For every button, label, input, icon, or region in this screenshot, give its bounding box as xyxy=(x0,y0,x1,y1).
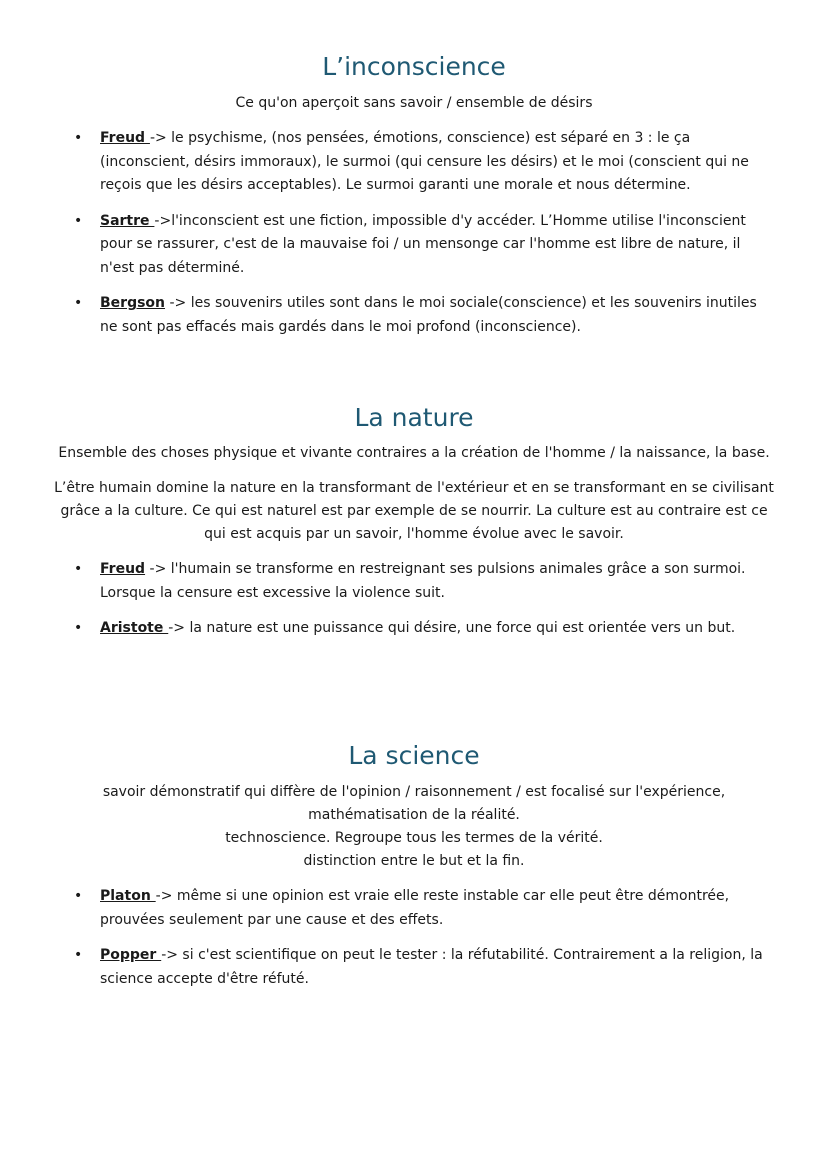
author-list xyxy=(0,127,828,339)
section-title: La science xyxy=(348,741,480,770)
item-text: -> le psychisme, (nos pensées, émotions, conscience) est séparé en 3 : le ça (inconscient, désirs immoraux), le surmoi (qui censure les désirs) et le moi (conscient qui ne reçois que les désirs acceptables). Le surmoi garanti une morale et nous détermine. xyxy=(100,130,749,193)
author-name: Freud xyxy=(100,561,146,577)
list-item xyxy=(0,617,828,641)
definition-line: savoir démonstratif qui diffère de l'opinion / raisonnement / est focalisé sur l'expérience, xyxy=(102,784,726,800)
item-text: -> même si une opinion est vraie elle reste instable car elle peut être démontrée, prouvées seulement par une cause et des effets. xyxy=(100,888,730,928)
section-inconscience xyxy=(0,52,828,351)
section-title: La nature xyxy=(354,403,474,432)
item-text: ->l'inconscient est une fiction, impossible d'y accéder. L’Homme utilise l'inconscient pour se rassurer, c'est de la mauvaise foi / un mensonge car l'homme est libre de nature, il n'est pas déterminé. xyxy=(100,212,746,276)
section-definition: Ensemble des choses physique et vivante contraires a la création de l'homme / la naissance, la base. xyxy=(58,445,770,461)
list-item xyxy=(0,558,828,605)
author-name: Bergson xyxy=(100,295,166,311)
definition-line: distinction entre le but et la fin. xyxy=(303,853,525,869)
author-list xyxy=(0,885,828,991)
list-item xyxy=(0,885,828,932)
definition-line: mathématisation de la réalité. xyxy=(308,807,520,823)
section-paragraph: L’être humain domine la nature en la transformant de l'extérieur et en se transformant en se civilisant grâce a la culture. Ce qui est naturel est par exemple de se nourrir. La culture est au contraire est ce qui est acquis par un savoir, l'homme évolue avec le savoir. xyxy=(54,480,774,542)
author-name: Platon xyxy=(100,888,156,904)
section-title: L’inconscience xyxy=(322,52,506,81)
item-text: -> l'humain se transforme en restreignant ses pulsions animales grâce a son surmoi. Lorsque la censure est excessive la violence suit. xyxy=(100,561,746,601)
list-item xyxy=(0,210,828,281)
section-nature xyxy=(0,403,828,653)
section-definition xyxy=(0,781,828,873)
author-name: Sartre xyxy=(100,212,155,229)
list-item xyxy=(0,292,828,339)
list-item xyxy=(0,127,828,198)
item-text: -> si c'est scientifique on peut le tester : la réfutabilité. Contrairement a la religion, la science accepte d'être réfuté. xyxy=(100,947,763,987)
author-list xyxy=(0,558,828,641)
item-text: -> la nature est une puissance qui désire, une force qui est orientée vers un but. xyxy=(168,620,736,636)
section-science xyxy=(0,741,828,1003)
definition-line: technoscience. Regroupe tous les termes de la vérité. xyxy=(225,830,603,846)
section-definition: Ce qu'on aperçoit sans savoir / ensemble de désirs xyxy=(235,95,593,111)
list-item xyxy=(0,944,828,991)
item-text: -> les souvenirs utiles sont dans le moi sociale(conscience) et les souvenirs inutiles ne sont pas effacés mais gardés dans le moi profond (inconscience). xyxy=(100,295,757,335)
author-name: Popper xyxy=(100,947,162,963)
author-name: Aristote xyxy=(100,620,169,636)
author-name: Freud xyxy=(100,130,150,146)
